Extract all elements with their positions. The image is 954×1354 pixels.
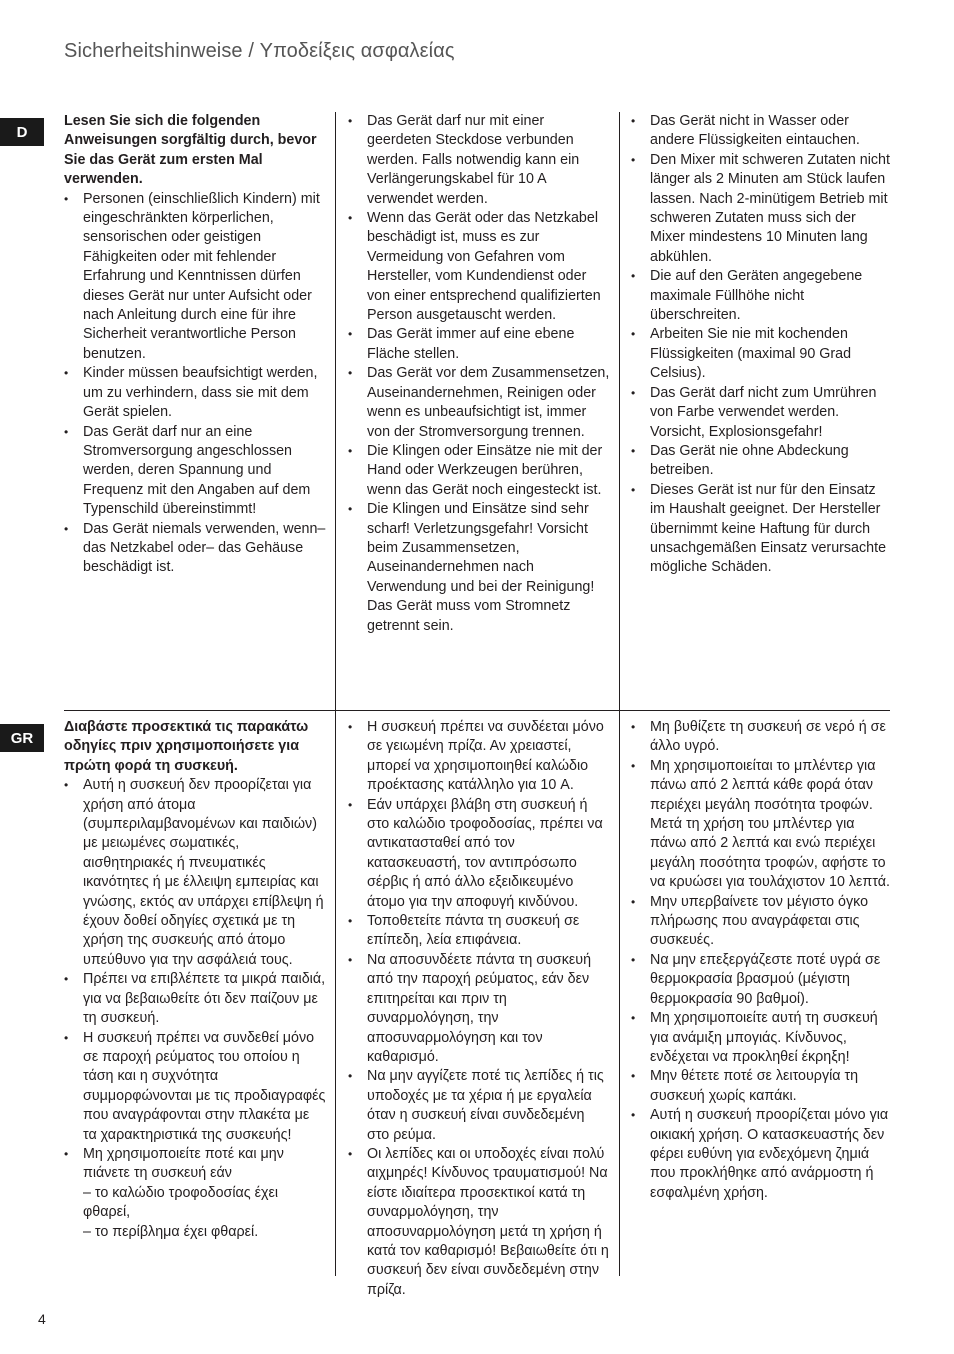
list-item: • Personen (einschließlich Kindern) mit eingeschränkten körperlichen, sensorischen oder geistigen Fähigkeiten oder mit fehlender Erfahrung und Kenntnissen dürfen dieses Gerät nur unter Aufsicht oder nach Anleitung durch eine für ihre Sicherheit verantwortliche Person benutzen. — [64, 190, 326, 365]
list-item: • Μη χρησιμοποιείται το μπλέντερ για πάνω από 2 λεπτά κάθε φορά όταν περιέχει μεγάλη ποσότητα τροφών. Μετά τη χρήση του μπλέντερ για πάνω από 2 λεπτά και ενώ περιέχει μεγάλη ποσότητα τροφών, αφήστε το να κρυώσει για τουλάχιστον 10 λεπτά. — [631, 757, 890, 893]
safety-list — [64, 776, 326, 1242]
list-item: • Η συσκευή πρέπει να συνδεθεί μόνο σε παροχή ρεύματος του οποίου η τάση και η συχνότητα συμμορφώνονται με τις προδιαγραφές που αναγράφονται στην πλακέτα με τα χαρακτηριστικά της συσκευής! — [64, 1029, 326, 1145]
list-item: • Τοποθετείτε πάντα τη συσκευή σε επίπεδη, λεία επιφάνεια. — [348, 912, 610, 951]
list-item: • Die Klingen oder Einsätze nie mit der Hand oder Werkzeugen berühren, wenn das Gerät noch eingesteckt ist. — [348, 442, 610, 500]
column-2 — [348, 112, 610, 636]
page-title: Sicherheitshinweise / Υποδείξεις ασφαλείας — [64, 40, 455, 62]
list-item: • Να μην αγγίζετε ποτέ τις λεπίδες ή τις υποδοχές με τα χέρια ή με εργαλεία όταν η συσκευή είναι συνδεδεμένη στο ρεύμα. — [348, 1067, 610, 1145]
list-item: • Αυτή η συσκευή δεν προορίζεται για χρήση από άτομα (συμπεριλαμβανομένων και παιδιών) με μειωμένες σωματικές, αισθητηριακές ή πνευματικές ικανότητες ή με έλλειψη εμπειρίας και γνώσης, εκτός αν υπάρχει επίβλεψη ή έχουν δοθεί οδηγίες σχετικά με τη χρήση της συσκευής από άτομο υπεύθυνο για την ασφάλειά τους. — [64, 776, 326, 970]
language-tab-gr: GR — [0, 724, 44, 752]
list-item: • Die auf den Geräten angegebene maximale Füllhöhe nicht überschreiten. — [631, 267, 890, 325]
list-item: • Kinder müssen beaufsichtigt werden, um zu verhindern, dass sie mit dem Gerät spielen. — [64, 364, 326, 422]
column-1 — [64, 112, 326, 578]
list-item: • Εάν υπάρχει βλάβη στη συσκευή ή στο καλώδιο τροφοδοσίας, πρέπει να αντικατασταθεί από τον κατασκευαστή, τον αντιπρόσωπο σέρβις ή από άλλο εξειδικευμένο άτομο για την αποφυγή κινδύνου. — [348, 796, 610, 912]
list-item: • Μην θέτετε ποτέ σε λειτουργία τη συσκευή χωρίς καπάκι. — [631, 1067, 890, 1106]
safety-list — [631, 718, 890, 1203]
intro-text: Lesen Sie sich die folgenden Anweisungen sorgfältig durch, bevor Sie das Gerät zum ersten Mal verwenden. — [64, 113, 317, 188]
safety-list — [64, 190, 326, 578]
list-item: • Μη χρησιμοποιείτε αυτή τη συσκευή για ανάμιξη μπογιάς. Κίνδυνος, ενδέχεται να προκληθεί έκρηξη! — [631, 1009, 890, 1067]
sub-item: – το περίβλημα έχει φθαρεί. — [83, 1223, 259, 1240]
list-item: • Das Gerät vor dem Zusammensetzen, Auseinandernehmen, Reinigen oder wenn es unbeaufsichtigt ist, immer von der Stromversorgung trennen. — [348, 364, 610, 442]
list-item: • Dieses Gerät ist nur für den Einsatz im Haushalt geeignet. Der Hersteller übernimmt keine Haftung für durch unsachgemäßen Einsatz verursachte mögliche Schäden. — [631, 481, 890, 578]
column-1 — [64, 718, 326, 1242]
section-greek — [64, 710, 890, 1298]
list-item: • Das Gerät immer auf eine ebene Fläche stellen. — [348, 325, 610, 364]
safety-list — [631, 112, 890, 578]
section-german — [64, 112, 890, 710]
list-item: • Das Gerät darf nur an eine Stromversorgung angeschlossen werden, deren Spannung und Frequenz mit den Angaben auf dem Typenschild übereinstimmt! — [64, 423, 326, 520]
list-item-text: Μη χρησιμοποιείτε ποτέ και μην πιάνετε τη συσκευή εάν — [83, 1145, 284, 1182]
page-number: 4 — [38, 1311, 46, 1327]
list-item: • Arbeiten Sie nie mit kochenden Flüssigkeiten (maximal 90 Grad Celsius). — [631, 325, 890, 383]
list-item: • Αυτή η συσκευή προορίζεται μόνο για οικιακή χρήση. Ο κατασκευαστής δεν φέρει ευθύνη για ενδεχόμενη ζημιά που προκλήθηκε από ανάρμοστη ή εσφαλμένη χρήση. — [631, 1106, 890, 1203]
list-item: • Die Klingen und Einsätze sind sehr scharf! Verletzungsgefahr! Vorsicht beim Zusammensetzen, Auseinandernehmen nach Verwendung und bei der Reinigung! Das Gerät muss vom Stromnetz getrennt sein. — [348, 500, 610, 636]
list-item: • Das Gerät nie ohne Abdeckung betreiben. — [631, 442, 890, 481]
list-item: • Wenn das Gerät oder das Netzkabel beschädigt ist, muss es zur Vermeidung von Gefahren vom Hersteller, vom Kundendienst oder von einer entsprechend qualifizierten Person ausgetauscht werden. — [348, 209, 610, 325]
list-item: • Das Gerät niemals verwenden, wenn– das Netzkabel oder– das Gehäuse beschädigt ist. — [64, 520, 326, 578]
column-3 — [631, 112, 890, 578]
list-item: • Μην υπερβαίνετε τον μέγιστο όγκο πλήρωσης που αναγράφεται στις συσκευές. — [631, 893, 890, 951]
column-divider — [335, 112, 336, 710]
list-item: • Να μην επεξεργάζεστε ποτέ υγρά σε θερμοκρασία βρασμού (μέγιστη θερμοκρασία 90 βαθμοί). — [631, 951, 890, 1009]
list-item: • Πρέπει να επιβλέπετε τα μικρά παιδιά, για να βεβαιωθείτε ότι δεν παίζουν με τη συσκευή. — [64, 970, 326, 1028]
list-item: • Η συσκευή πρέπει να συνδέεται μόνο σε γειωμένη πρίζα. Αν χρειαστεί, μπορεί να χρησιμοποιηθεί καλώδιο προέκτασης κατάλληλο για 10 A. — [348, 718, 610, 796]
list-item: • Das Gerät darf nur mit einer geerdeten Steckdose verbunden werden. Falls notwendig kann ein Verlängerungskabel für 10 A verwendet werden. — [348, 112, 610, 209]
list-item: • Μη βυθίζετε τη συσκευή σε νερό ή σε άλλο υγρό. — [631, 718, 890, 757]
list-item: • Das Gerät nicht in Wasser oder andere Flüssigkeiten eintauchen. — [631, 112, 890, 151]
column-divider — [335, 710, 336, 1276]
list-item: • Den Mixer mit schweren Zutaten nicht länger als 2 Minuten am Stück laufen lassen. Nach 2-minütigem Betrieb mit schweren Zutaten muss sich der Mixer mindestens 10 Minuten lang abkühlen. — [631, 151, 890, 267]
column-divider — [619, 710, 620, 1276]
language-tab-de: D — [0, 118, 44, 146]
list-item: • Να αποσυνδέετε πάντα τη συσκευή από την παροχή ρεύματος, εάν δεν επιτηρείται και πριν τη συναρμολόγηση, την αποσυναρμολόγηση και τον καθαρισμό. — [348, 951, 610, 1067]
column-2 — [348, 718, 610, 1300]
intro-text: Διαβάστε προσεκτικά τις παρακάτω οδηγίες πριν χρησιμοποιήσετε για πρώτη φορά τη συσκευή. — [64, 719, 309, 774]
column-divider — [619, 112, 620, 710]
list-item — [64, 1145, 326, 1242]
safety-list — [348, 112, 610, 636]
column-3 — [631, 718, 890, 1203]
sub-item: – το καλώδιο τροφοδοσίας έχει φθαρεί, — [83, 1184, 279, 1221]
list-item: • Οι λεπίδες και οι υποδοχές είναι πολύ αιχμηρές! Κίνδυνος τραυματισμού! Να είστε ιδιαίτερα προσεκτικοί κατά τη συναρμολόγηση, την αποσυναρμολόγηση μετά τη χρήση ή κατά τον καθαρισμό! Βεβαιωθείτε ότι η συσκευή δεν είναι συνδεδεμένη στην πρίζα. — [348, 1145, 610, 1300]
list-item: • Das Gerät darf nicht zum Umrühren von Farbe verwendet werden. Vorsicht, Explosionsgefahr! — [631, 384, 890, 442]
section-rule — [64, 710, 890, 711]
safety-list — [348, 718, 610, 1300]
